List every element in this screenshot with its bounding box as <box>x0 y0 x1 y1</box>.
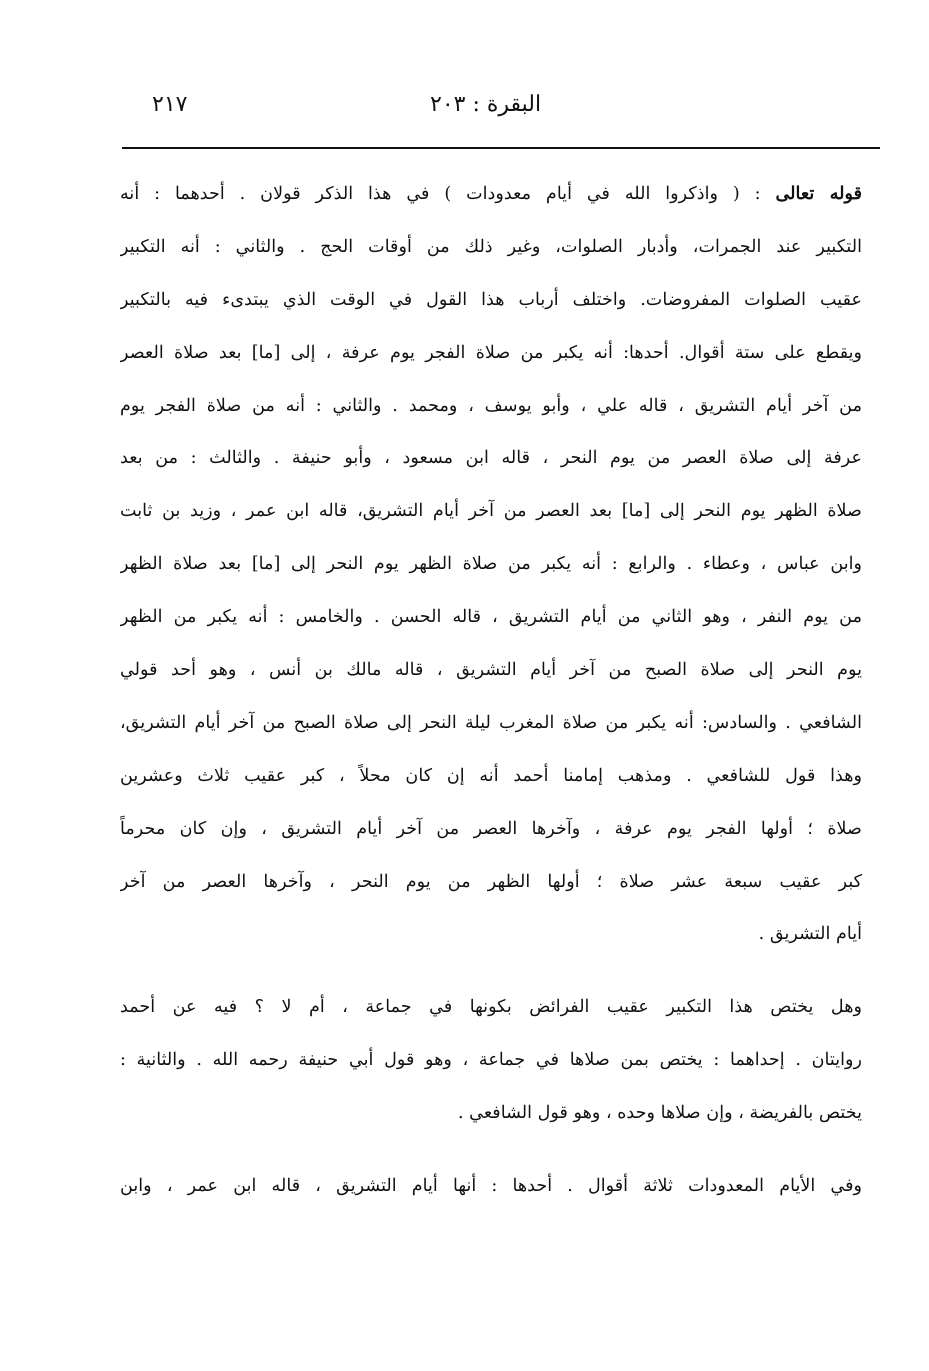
paragraph-1 <box>120 168 862 961</box>
text-line: عرفة إلى صلاة العصر من يوم النحر ، قاله ابن مسعود ، وأبو حنيفة . والثالث : من بعد <box>120 448 862 469</box>
text-line: يختص بالفريضة ، وإن صلاها وحده ، وهو قول الشافعي . <box>457 1103 862 1124</box>
paragraph-2 <box>120 981 862 1140</box>
paragraph-3 <box>120 1160 862 1213</box>
running-title: البقرة : ٢٠٣ <box>430 92 542 117</box>
text-line: الشافعي . والسادس: أنه يكبر من صلاة المغرب ليلة النحر إلى صلاة الصبح من آخر أيام التشريق، <box>120 712 862 733</box>
text-line: التكبير عند الجمرات، وأدبار الصلوات، وغير ذلك من أوقات الحج . والثاني : أنه التكبير <box>120 236 862 257</box>
body-text <box>120 168 862 1213</box>
text-line: من آخر أيام التشريق ، قاله علي ، وأبو يوسف ، ومحمد . والثاني : أنه من صلاة الفجر يوم <box>120 395 862 416</box>
page-header <box>120 92 880 132</box>
text-line-content: : ( واذكروا الله في أيام معدودات ) في هذا الذكر قولان . أحدهما : أنه <box>120 184 761 204</box>
text-line: روايتان . إحداهما : يختص بمن صلاها في جماعة ، وهو قول أبي حنيفة رحمه الله . والثانية : <box>120 1050 862 1071</box>
text-line: كبر عقيب سبعة عشر صلاة ؛ أولها الظهر من يوم النحر ، وآخرها العصر من آخر <box>120 871 862 892</box>
text-line: يوم النحر إلى صلاة الصبح من آخر أيام التشريق ، قاله مالك بن أنس ، وهو أحد قولي <box>120 660 862 681</box>
text-line: أيام التشريق . <box>758 924 862 945</box>
text-line: وهل يختص هذا التكبير عقيب الفرائض بكونها في جماعة ، أم لا ؟ فيه عن أحمد <box>120 997 862 1018</box>
text-line: من يوم النفر ، وهو الثاني من أيام التشريق ، قاله الحسن . والخامس : أنه يكبر من الظهر <box>120 607 862 628</box>
text-line: وابن عباس ، وعطاء . والرابع : أنه يكبر من صلاة الظهر يوم النحر إلى [ما] بعد صلاة الظهر <box>120 554 862 575</box>
paragraph-gap <box>120 1140 862 1160</box>
text-line: صلاة الظهر يوم النحر إلى [ما] بعد العصر من آخر أيام التشريق، قاله ابن عمر ، وزيد بن ثابت <box>120 501 862 522</box>
page-number: ٢١٧ <box>152 92 188 117</box>
text-line <box>120 168 862 221</box>
text-line: ويقطع على ستة أقوال. أحدها: أنه يكبر من صلاة الفجر يوم عرفة ، إلى [ما] بعد صلاة العصر <box>120 342 862 363</box>
header-rule <box>122 147 880 149</box>
text-line: وهذا قول للشافعي . ومذهب إمامنا أحمد أنه إن كان محلاً ، كبر عقيب ثلاث وعشرين <box>120 765 862 786</box>
text-line: عقيب الصلوات المفروضات. واختلف أرباب هذا القول في الوقت الذي يبتدىء فيه بالتكبير <box>120 289 862 310</box>
verse-lead: قوله تعالى <box>775 183 862 204</box>
paragraph-gap <box>120 961 862 981</box>
text-line: صلاة ؛ أولها الفجر يوم عرفة ، وآخرها العصر من آخر أيام التشريق ، وإن كان محرماً <box>120 818 862 839</box>
text-line: وفي الأيام المعدودات ثلاثة أقوال . أحدها : أنها أيام التشريق ، قاله ابن عمر ، وابن <box>120 1176 862 1197</box>
